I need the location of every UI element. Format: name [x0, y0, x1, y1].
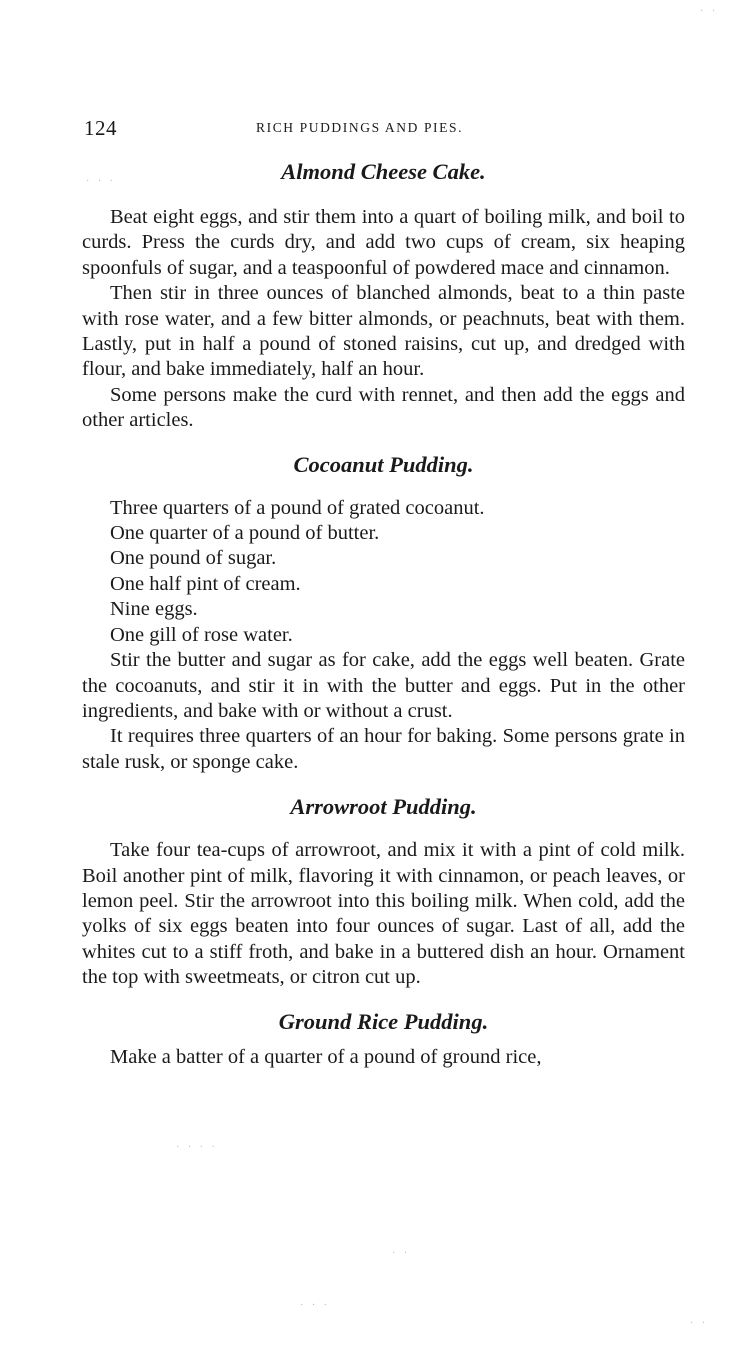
recipe-paragraph: It requires three quarters of an hour for baking. Some persons grate in stale rusk, or sponge cake.	[82, 725, 685, 773]
ingredient-line: One pound of sugar.	[110, 547, 277, 570]
print-speck: · · ·	[86, 176, 116, 187]
recipe-heading-arrowroot-pudding: Arrowroot Pudding.	[290, 794, 477, 820]
print-speck: · ·	[700, 6, 719, 17]
recipe-paragraph: Then stir in three ounces of blanched almonds, beat to a thin paste with rose water, and a few bitter almonds, or peachnuts, beat with them. Lastly, put in half a pound of stoned raisins, cut up, and dredged with flour, and bake immediately, half an hour.	[82, 282, 685, 381]
recipe-heading-almond-cheese-cake: Almond Cheese Cake.	[281, 159, 486, 184]
print-speck: · ·	[690, 1318, 709, 1329]
page-body	[82, 155, 685, 1070]
recipe-paragraph: Some persons make the curd with rennet, and then add the eggs and other articles.	[82, 383, 685, 432]
page-header	[84, 116, 684, 144]
ingredient-line: One half pint of cream.	[110, 572, 301, 595]
recipe-heading-cocoanut-pudding: Cocoanut Pudding.	[293, 451, 474, 477]
ingredient-list	[82, 496, 685, 648]
recipe-paragraph: Stir the butter and sugar as for cake, add the eggs well beaten. Grate the cocoanuts, and stir it in with the butter and eggs. Put in the other ingredients, and bake with or without a crust.	[82, 649, 685, 722]
print-speck: · · ·	[300, 1300, 330, 1311]
ingredient-line: Nine eggs.	[110, 598, 198, 621]
print-speck: · ·	[392, 1248, 411, 1259]
print-speck: · · · ·	[176, 1142, 218, 1153]
recipe-heading-ground-rice-pudding: Ground Rice Pudding.	[278, 1008, 489, 1034]
ingredient-line: Three quarters of a pound of grated cocoanut.	[110, 496, 485, 519]
recipe-paragraph: Beat eight eggs, and stir them into a quart of boiling milk, and boil to curds. Press the curds dry, and add two cups of cream, six heaping spoonfuls of sugar, and a teaspoonful of powdered mace and cinnamon.	[82, 206, 685, 279]
ingredient-line: One gill of rose water.	[110, 623, 293, 646]
recipe-paragraph: Make a batter of a quarter of a pound of ground rice,	[110, 1045, 542, 1068]
page-number: 124	[84, 116, 117, 140]
recipe-paragraph: Take four tea-cups of arrowroot, and mix it with a pint of cold milk. Boil another pint of milk, flavoring it with cinnamon, or peach leaves, or lemon peel. Stir the arrowroot into this boiling milk. When cold, add the yolks of six eggs beaten into four ounces of sugar. Last of all, add the whites cut to a stiff froth, and bake in a buttered dish an hour. Ornament the top with sweetmeats, or citron cut up.	[82, 839, 685, 989]
ingredient-line: One quarter of a pound of butter.	[110, 522, 380, 545]
running-head: RICH PUDDINGS AND PIES.	[256, 120, 464, 135]
